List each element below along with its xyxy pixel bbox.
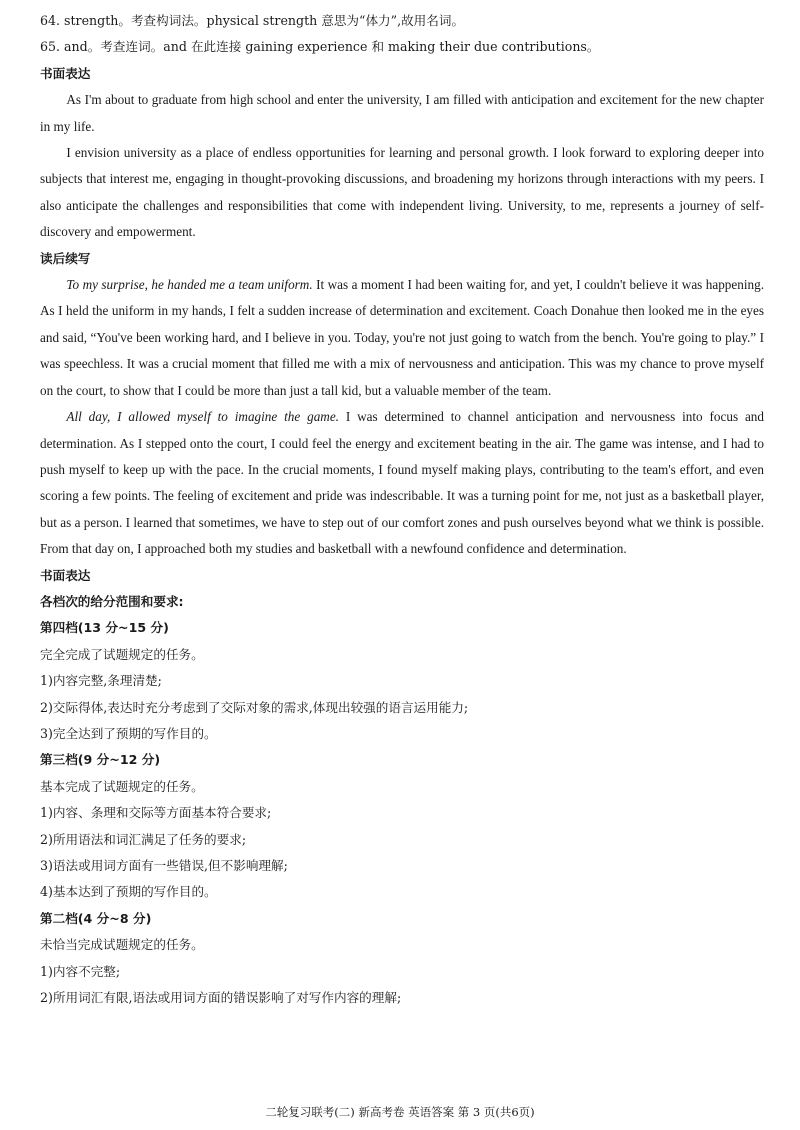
paragraph-body: It was a moment I had been waiting for, and yet, I couldn't believe it was happening. As I held the uniform in my hands, I felt a sudden increase of determination and excitement. Coach Donahue then looked me in the eyes and said, “You've been working hard, and I believe in you. Today, you're not just going to watch from the bench. You're going to play.” I was speechless. It was a crucial moment that filled me with a mix of nervousness and anticipation. This was my chance to prove myself on the court, to show that I could be more than just a tall kid, but a valuable member of the team. [40, 277, 764, 398]
tier3-title: 第三档(9 分~12 分) [40, 752, 161, 768]
section-heading-writing: 书面表达 [40, 65, 91, 81]
answer-document [40, 8, 764, 1011]
scoring-intro: 各档次的给分范围和要求: [40, 593, 184, 609]
section-heading-continuation: 读后续写 [40, 250, 91, 266]
criteria-item: 2)所用语法和词汇满足了任务的要求; [40, 831, 247, 847]
paragraph-lead-sentence: To my surprise, he handed me a team uniform. [66, 277, 313, 293]
tier3-summary: 基本完成了试题规定的任务。 [40, 778, 204, 794]
tier4-summary: 完全完成了试题规定的任务。 [40, 646, 204, 662]
criteria-item: 3)语法或用词方面有一些错误,但不影响理解; [40, 858, 288, 873]
continuation-paragraph-2 [40, 404, 764, 562]
criteria-item: 1)内容完整,条理清楚; [40, 673, 162, 689]
continuation-paragraph-1 [40, 272, 764, 404]
criteria-item: 4)基本达到了预期的写作目的。 [40, 884, 217, 900]
criteria-item: 3)完全达到了预期的写作目的。 [40, 725, 217, 741]
tier2-title: 第二档(4 分~8 分) [40, 910, 152, 926]
essay-paragraph: As I'm about to graduate from high school and enter the university, I am filled with anticipation and excitement for the new chapter in my life. [40, 92, 764, 134]
criteria-item: 2)交际得体,表达时充分考虑到了交际对象的需求,体现出较强的语言运用能力; [40, 699, 469, 715]
criteria-item: 2)所用词汇有限,语法或用词方面的错误影响了对写作内容的理解; [40, 990, 402, 1006]
section-heading-scoring: 书面表达 [40, 567, 91, 583]
tier2-summary: 未恰当完成试题规定的任务。 [40, 937, 204, 953]
page-footer: 二轮复习联考(二) 新高考卷 英语答案 第 3 页(共6页) [265, 1105, 535, 1119]
paragraph-lead-sentence: All day, I allowed myself to imagine the game. [66, 409, 339, 425]
criteria-item: 1)内容不完整; [40, 963, 121, 979]
criteria-item: 1)内容、条理和交际等方面基本符合要求; [40, 805, 272, 821]
paragraph-body: I was determined to channel anticipation and nervousness into focus and determination. As I stepped onto the court, I could feel the energy and excitement beating in the air. The game was intense, and I had to push myself to keep up with the pace. In the crucial moments, I found myself making plays, contributing to the team's effort, and even scoring a few points. The feeling of excitement and pride was indescribable. It was a turning point for me, not just as a basketball player, but as a person. I learned that sometimes, we have to step out of our comfort zones and push ourselves beyond what we think is possible. From that day on, I approached both my studies and basketball with a newfound confidence and determination. [40, 409, 764, 557]
answer-item-64: 64. strength。考查构词法。physical strength 意思为“体力”,故用名词。 [40, 13, 465, 28]
essay-paragraph: I envision university as a place of endless opportunities for learning and personal growth. I look forward to exploring deeper into subjects that interest me, engaging in thought-provoking discussions, and broadening my horizons through interactions with my peers. I also anticipate the challenges and responsibilities that come with independent living. University, to me, represents a journey of self-discovery and empowerment. [40, 145, 764, 240]
answer-item-65: 65. and。考查连词。and 在此连接 gaining experience 和 making their due contributions。 [40, 39, 600, 55]
tier4-title: 第四档(13 分~15 分) [40, 620, 169, 636]
